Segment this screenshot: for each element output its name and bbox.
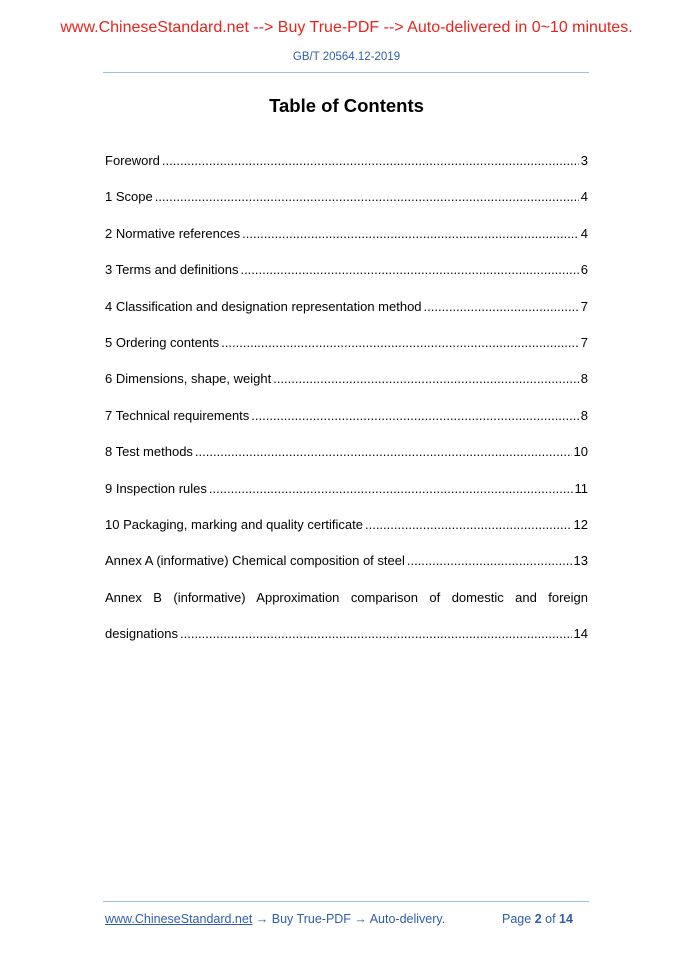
toc-entry-normative-references[interactable] bbox=[105, 225, 588, 261]
header-rule bbox=[103, 72, 589, 73]
toc-leader-dots bbox=[195, 443, 572, 461]
toc-entry-title: 1 Scope bbox=[105, 189, 153, 205]
toc-entry-page: 10 bbox=[573, 444, 588, 460]
toc-entry-title: 4 Classification and designation representation method bbox=[105, 298, 422, 314]
toc-entry-ordering-contents[interactable] bbox=[105, 334, 588, 370]
toc-entry-page: 7 bbox=[580, 334, 588, 350]
toc-entry-title: 5 Ordering contents bbox=[105, 334, 220, 350]
toc-entry-dimensions[interactable] bbox=[105, 370, 588, 406]
toc-entry-page: 6 bbox=[580, 262, 588, 278]
toc-entry-terms-definitions[interactable] bbox=[105, 261, 588, 297]
toc-entry-title: 7 Technical requirements bbox=[105, 407, 250, 423]
toc-entry-test-methods[interactable] bbox=[105, 443, 588, 479]
top-banner[interactable]: www.ChineseStandard.net --> Buy True-PDF --> Auto-delivered in 0~10 minutes. bbox=[60, 19, 633, 36]
page-total: 14 bbox=[559, 912, 573, 926]
toc-entry-page: 8 bbox=[580, 407, 588, 423]
toc-leader-dots bbox=[424, 298, 579, 316]
toc-entry-title: 8 Test methods bbox=[105, 444, 193, 460]
toc-entry-title: 6 Dimensions, shape, weight bbox=[105, 371, 272, 387]
toc-entry-inspection-rules[interactable] bbox=[105, 480, 588, 516]
toc-leader-dots bbox=[240, 261, 578, 279]
toc-entry-title: 9 Inspection rules bbox=[105, 480, 207, 496]
of-word: of bbox=[545, 912, 556, 926]
toc-entry-title: Annex A (informative) Chemical composition of steel bbox=[105, 553, 405, 569]
toc-leader-dots bbox=[407, 552, 572, 570]
footer-delivery-text: → Auto-delivery. bbox=[354, 912, 446, 926]
toc-leader-dots bbox=[365, 516, 572, 534]
toc-entry-title: 10 Packaging, marking and quality certificate bbox=[105, 516, 363, 532]
toc-leader-dots bbox=[251, 407, 578, 425]
toc-leader-dots bbox=[155, 188, 579, 206]
toc-entry-foreword[interactable] bbox=[105, 152, 588, 188]
footer-rule bbox=[103, 901, 589, 902]
toc-entry-line2 bbox=[105, 625, 588, 661]
page-current: 2 bbox=[534, 912, 542, 926]
footer-link-group bbox=[105, 912, 445, 926]
toc-entry-title: 3 Terms and definitions bbox=[105, 262, 239, 278]
toc-title: Table of Contents bbox=[269, 95, 424, 116]
toc-entry-annex-b[interactable] bbox=[105, 589, 588, 662]
toc-entry-scope[interactable] bbox=[105, 188, 588, 224]
toc-entry-page: 14 bbox=[573, 626, 588, 642]
toc-entry-page: 8 bbox=[580, 371, 588, 387]
toc-entry-page: 3 bbox=[580, 153, 588, 168]
footer-site-link[interactable]: www.ChineseStandard.net bbox=[105, 912, 253, 926]
toc-leader-dots bbox=[162, 152, 579, 170]
toc-entry-title: 2 Normative references bbox=[105, 225, 241, 241]
toc-leader-dots bbox=[273, 370, 579, 388]
toc-leader-dots bbox=[209, 480, 573, 498]
toc-entry-page: 12 bbox=[573, 516, 588, 532]
toc-entry-page: 4 bbox=[580, 225, 588, 241]
page-indicator bbox=[502, 912, 573, 926]
toc-entry-page: 13 bbox=[573, 553, 588, 569]
toc-entry-title-line1: Annex B (informative) Approximation comparison of domestic and foreign bbox=[105, 589, 588, 605]
footer-buy-text: → Buy True-PDF bbox=[252, 912, 355, 926]
toc-leader-dots bbox=[180, 625, 572, 643]
standard-code: GB/T 20564.12-2019 bbox=[292, 51, 401, 63]
toc-entry-technical-requirements[interactable] bbox=[105, 407, 588, 443]
toc-entry-page: 4 bbox=[580, 189, 588, 205]
page-word: Page bbox=[502, 912, 532, 926]
toc-entry-packaging[interactable] bbox=[105, 516, 588, 552]
toc-leader-dots bbox=[242, 225, 579, 243]
toc-entry-title-line2: designations bbox=[105, 626, 178, 642]
toc-entry-page: 11 bbox=[574, 480, 588, 496]
toc-list bbox=[105, 152, 588, 661]
toc-entry-title: Foreword bbox=[105, 153, 160, 168]
toc-leader-dots bbox=[221, 334, 579, 352]
toc-entry-annex-a[interactable] bbox=[105, 552, 588, 588]
toc-entry-classification[interactable] bbox=[105, 298, 588, 334]
toc-entry-page: 7 bbox=[580, 298, 588, 314]
